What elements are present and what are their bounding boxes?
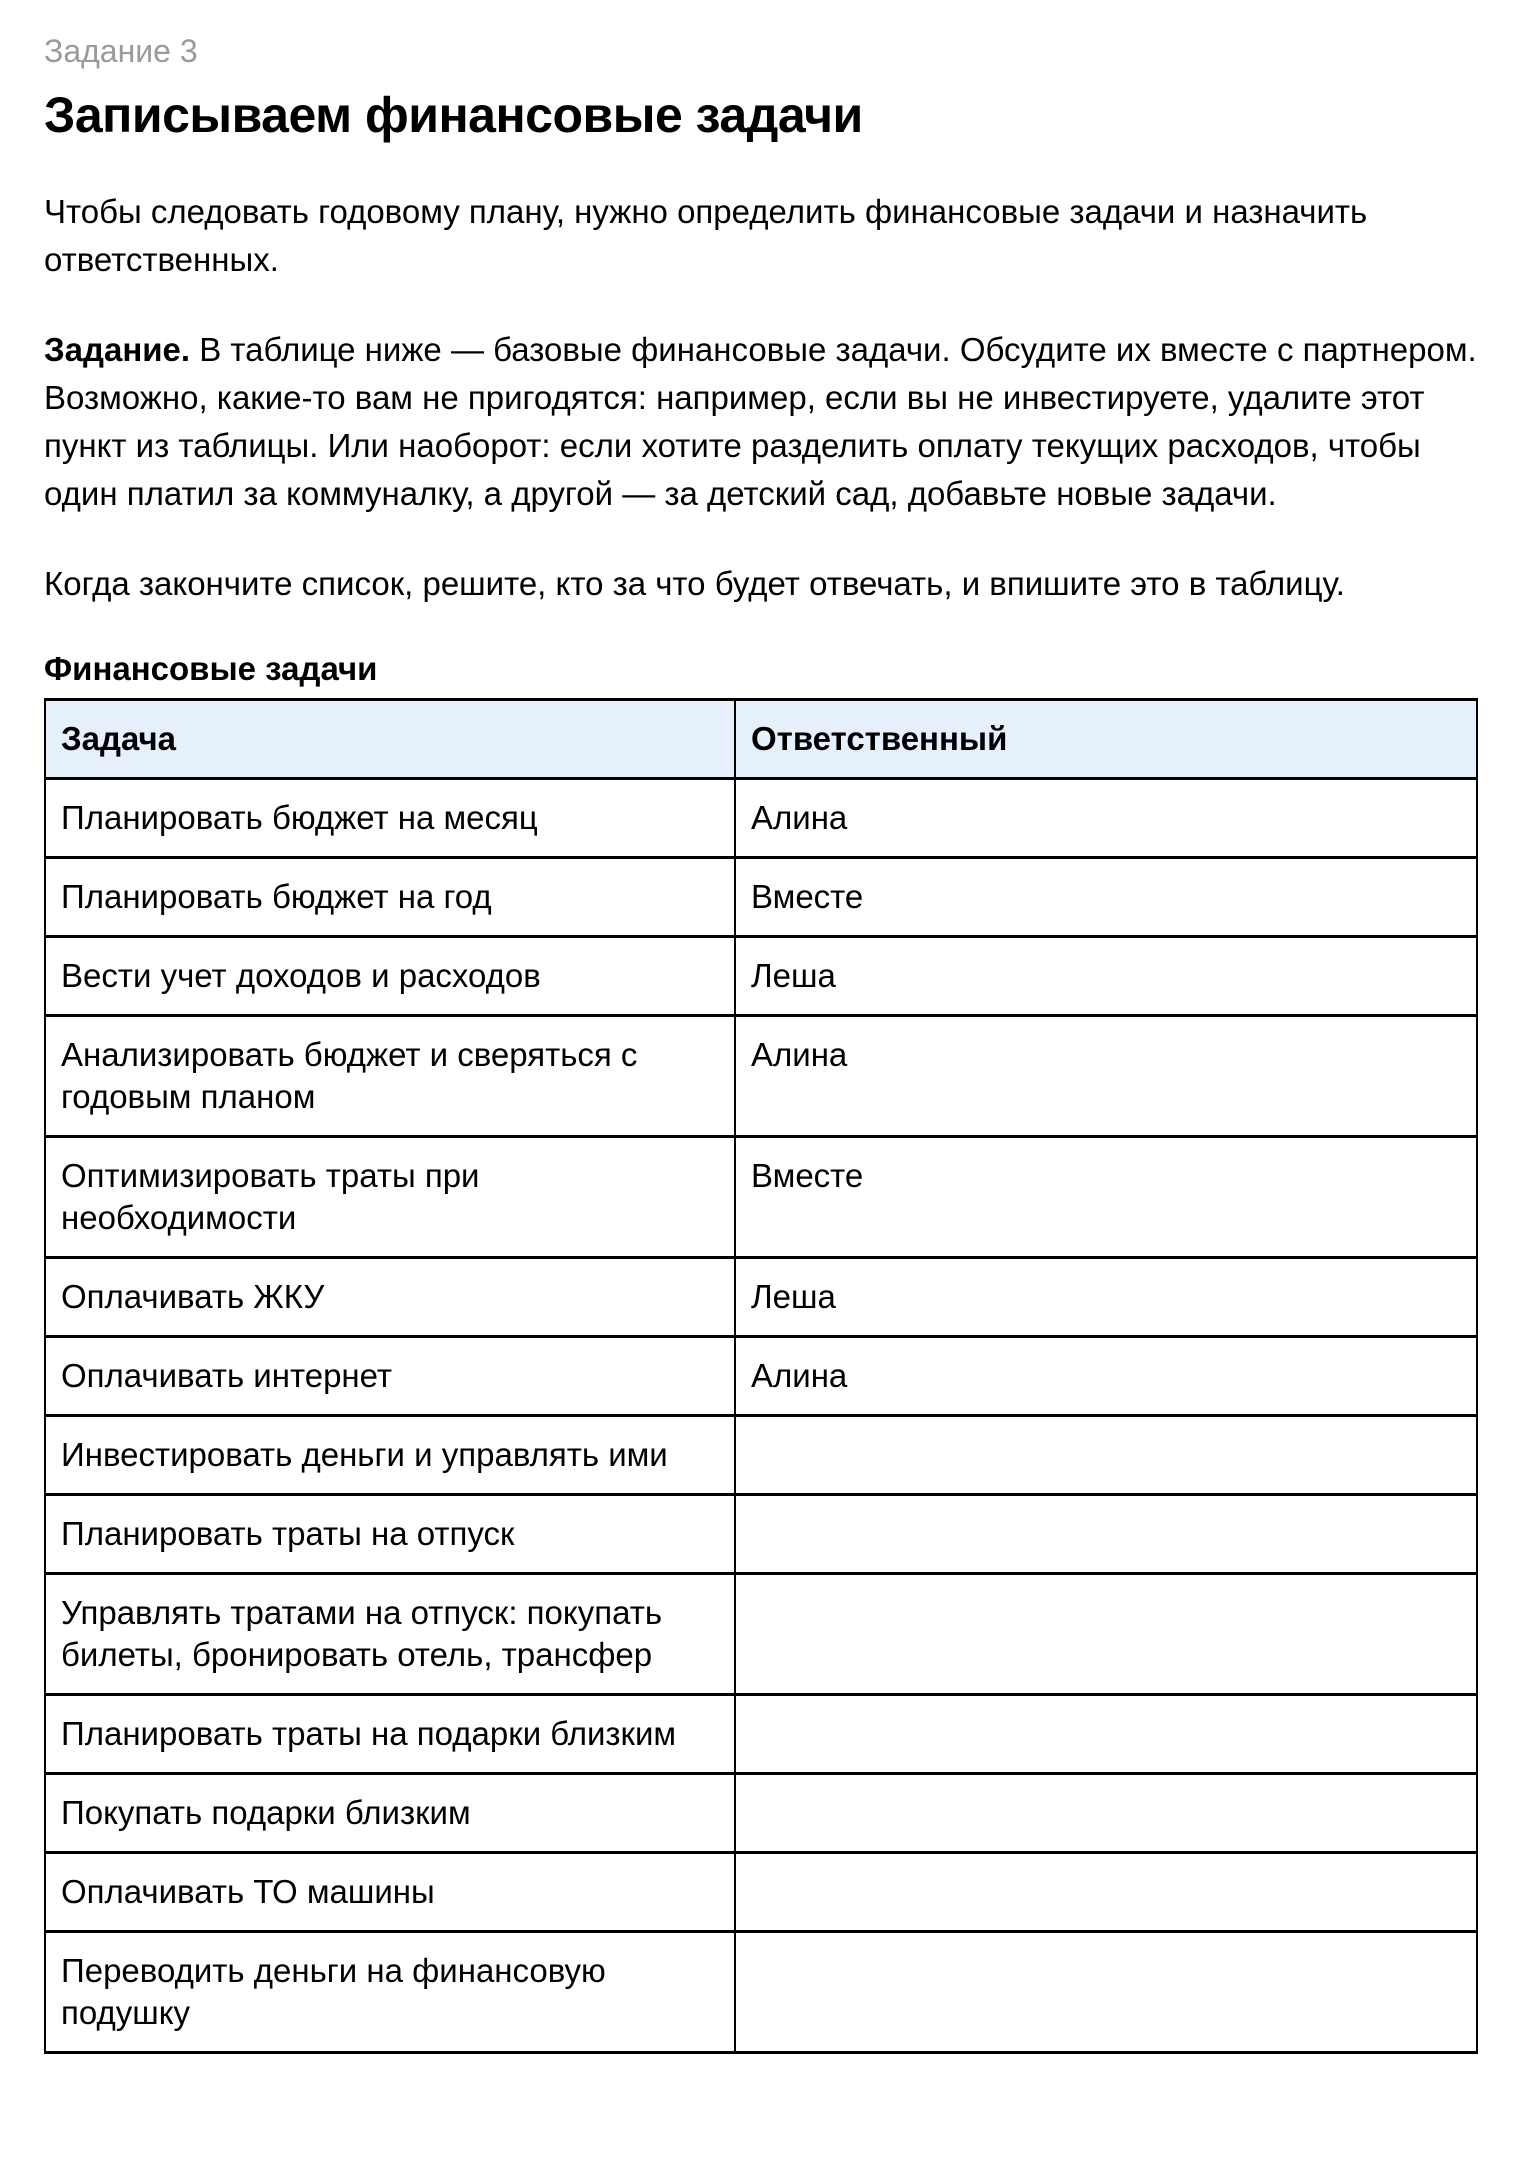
table-row bbox=[45, 1774, 1477, 1853]
table-row bbox=[45, 1416, 1477, 1495]
table-row bbox=[45, 1337, 1477, 1416]
table-row bbox=[45, 1853, 1477, 1932]
column-header-owner: Ответственный bbox=[735, 700, 1477, 779]
owner-cell bbox=[735, 1853, 1477, 1932]
task-cell: Переводить деньги на финансовую подушку bbox=[45, 1932, 735, 2053]
task-cell: Планировать бюджет на год bbox=[45, 858, 735, 937]
kicker-label: Задание 3 bbox=[44, 33, 198, 69]
owner-cell: Алина bbox=[735, 1016, 1477, 1137]
table-row bbox=[45, 1258, 1477, 1337]
intro-paragraph: Чтобы следовать годовому плану, нужно определить финансовые задачи и назначить ответственных. bbox=[44, 193, 1368, 278]
page-title: Записываем финансовые задачи bbox=[44, 87, 863, 143]
owner-cell: Леша bbox=[735, 937, 1477, 1016]
table-header-row bbox=[45, 700, 1477, 779]
owner-cell bbox=[735, 1932, 1477, 2053]
closing-paragraph: Когда закончите список, решите, кто за что будет отвечать, и впишите это в таблицу. bbox=[44, 565, 1345, 602]
task-cell: Оплачивать интернет bbox=[45, 1337, 735, 1416]
task-cell: Планировать бюджет на месяц bbox=[45, 779, 735, 858]
owner-cell: Вместе bbox=[735, 1137, 1477, 1258]
table-row bbox=[45, 1137, 1477, 1258]
task-cell: Оплачивать ЖКУ bbox=[45, 1258, 735, 1337]
task-cell: Управлять тратами на отпуск: покупать билеты, бронировать отель, трансфер bbox=[45, 1574, 735, 1695]
table-row bbox=[45, 1695, 1477, 1774]
table-row bbox=[45, 779, 1477, 858]
task-paragraph bbox=[44, 326, 1478, 518]
owner-cell bbox=[735, 1416, 1477, 1495]
owner-cell: Леша bbox=[735, 1258, 1477, 1337]
table-row bbox=[45, 1932, 1477, 2053]
task-cell: Оптимизировать траты при необходимости bbox=[45, 1137, 735, 1258]
task-cell: Инвестировать деньги и управлять ими bbox=[45, 1416, 735, 1495]
task-cell: Оплачивать ТО машины bbox=[45, 1853, 735, 1932]
owner-cell: Алина bbox=[735, 779, 1477, 858]
owner-cell bbox=[735, 1774, 1477, 1853]
table-body bbox=[45, 779, 1477, 2053]
task-cell: Планировать траты на отпуск bbox=[45, 1495, 735, 1574]
task-label: Задание. bbox=[44, 331, 191, 368]
table-row bbox=[45, 1016, 1477, 1137]
table-row bbox=[45, 858, 1477, 937]
column-header-task: Задача bbox=[45, 700, 735, 779]
task-text: В таблице ниже — базовые финансовые задачи. Обсудите их вместе с партнером. Возможно, какие-то вам не пригодятся: например, если вы не инвестируете, удалите этот пункт из таблицы. Или наоборот: если хотите разделить оплату текущих расходов, чтобы один платил за коммуналку, а другой — за детский сад, добавьте новые задачи. bbox=[44, 331, 1477, 512]
financial-tasks-table bbox=[44, 698, 1478, 2054]
owner-cell bbox=[735, 1574, 1477, 1695]
owner-cell bbox=[735, 1495, 1477, 1574]
task-cell: Анализировать бюджет и сверяться с годовым планом bbox=[45, 1016, 735, 1137]
task-cell: Планировать траты на подарки близким bbox=[45, 1695, 735, 1774]
task-cell: Вести учет доходов и расходов bbox=[45, 937, 735, 1016]
table-row bbox=[45, 1495, 1477, 1574]
owner-cell: Вместе bbox=[735, 858, 1477, 937]
owner-cell bbox=[735, 1695, 1477, 1774]
task-cell: Покупать подарки близким bbox=[45, 1774, 735, 1853]
owner-cell: Алина bbox=[735, 1337, 1477, 1416]
table-row bbox=[45, 937, 1477, 1016]
table-caption: Финансовые задачи bbox=[44, 650, 378, 687]
table-row bbox=[45, 1574, 1477, 1695]
